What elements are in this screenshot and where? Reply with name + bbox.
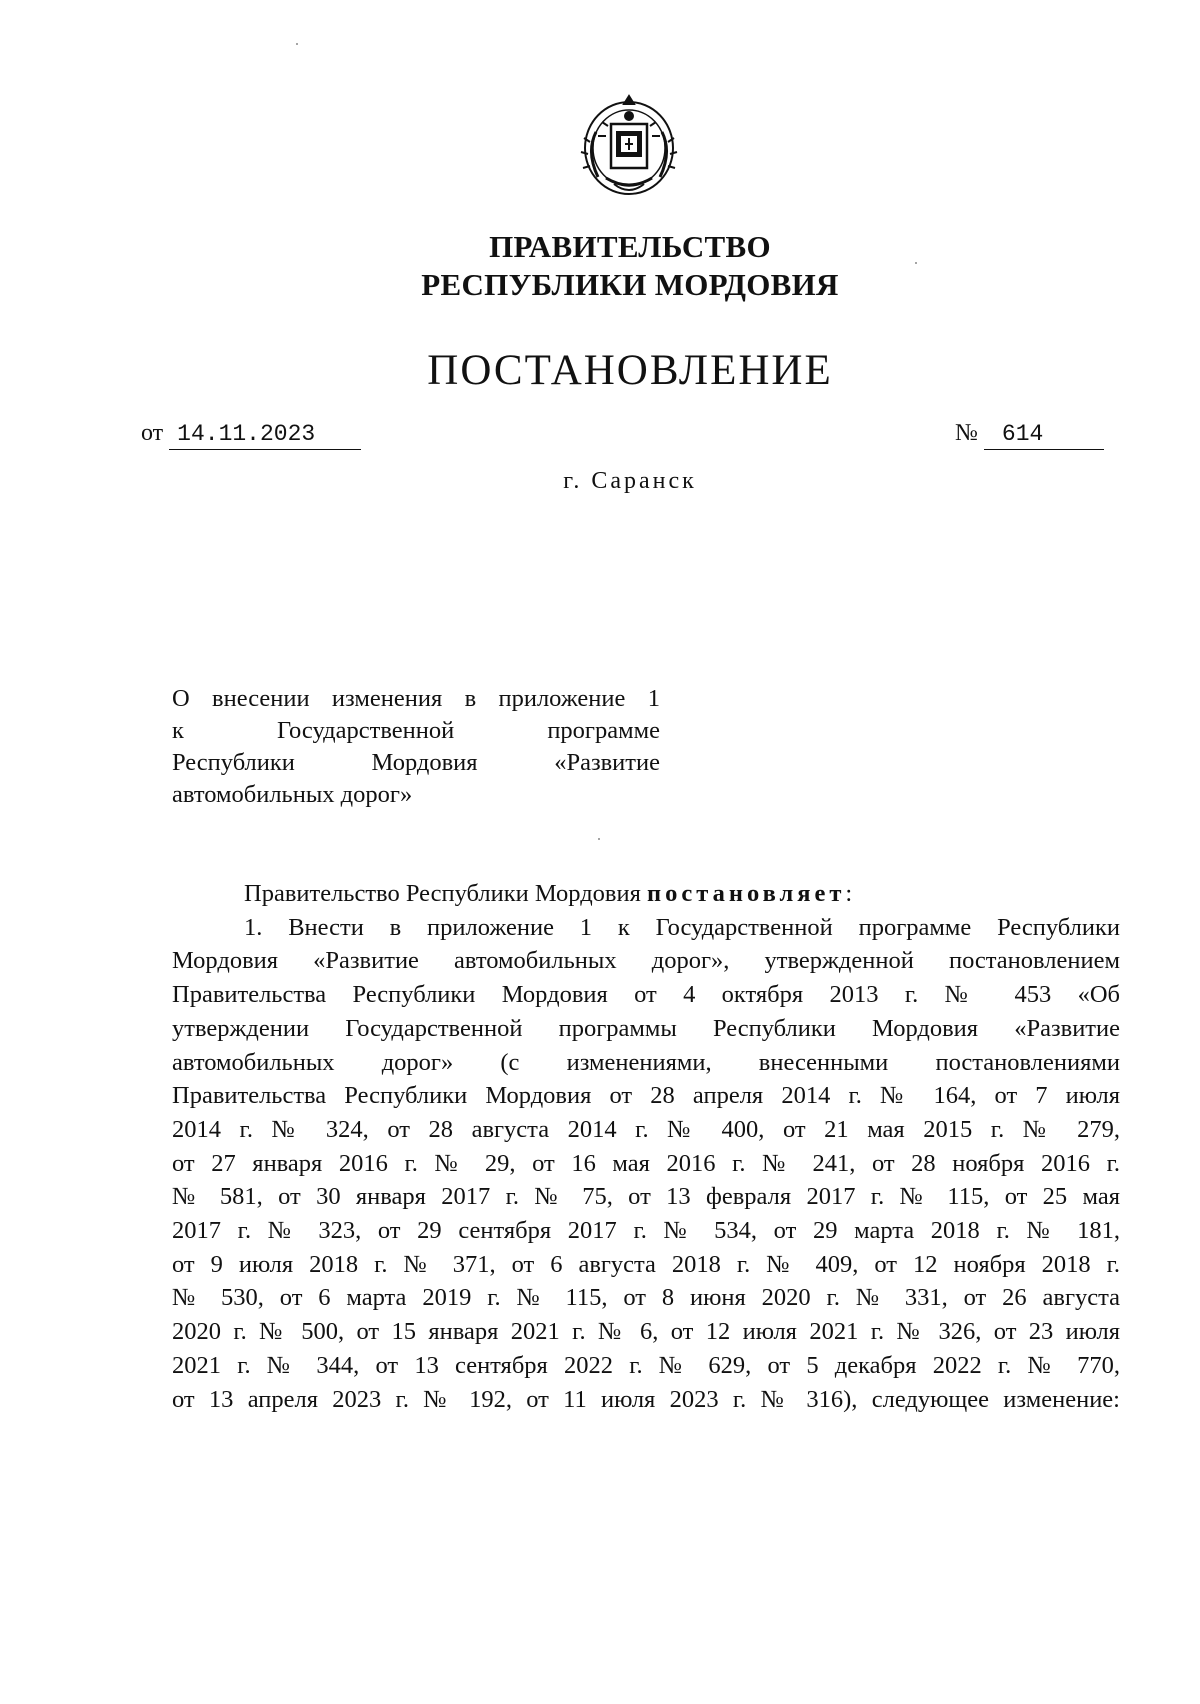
subject-line: Республики Мордовия «Развитие (172, 749, 660, 776)
scan-speck (915, 262, 917, 264)
org-line-1: ПРАВИТЕЛЬСТВО (489, 229, 771, 264)
number-prefix: № (955, 420, 978, 446)
body-line: 2014 г. № 324, от 28 августа 2014 г. № 400, от 21 мая 2015 г. № 279, (172, 1115, 1120, 1143)
scan-speck (296, 43, 298, 45)
body-line: Правительства Республики Мордовия от 28 апреля 2014 г. № 164, от 7 июля (172, 1082, 1120, 1110)
preamble-emphasis: постановляет (647, 880, 846, 907)
city: г. Саранск (563, 468, 697, 494)
document-date (141, 418, 361, 450)
body-line: Правительства Республики Мордовия от 4 октября 2013 г. № 453 «Об (172, 981, 1120, 1009)
body-line: от 13 апреля 2023 г. № 192, от 11 июля 2023 г. № 316), следующее изменение: (172, 1385, 1120, 1413)
preamble-colon: : (845, 880, 853, 907)
scan-speck (598, 838, 600, 840)
body-line: Мордовия «Развитие автомобильных дорог», утвержденной постановлением (172, 947, 1120, 975)
date-prefix: от (141, 420, 164, 446)
document-subject (172, 683, 660, 811)
preamble (172, 877, 1120, 911)
subject-line: к Государственной программе (172, 717, 660, 744)
body-line: утверждении Государственной программы Республики Мордовия «Развитие (172, 1014, 1120, 1042)
date-value: 14.11.2023 (169, 419, 361, 450)
preamble-text: Правительство Республики Мордовия (244, 880, 641, 907)
document-type: ПОСТАНОВЛЕНИЕ (427, 347, 833, 394)
organization-name (300, 228, 960, 304)
org-line-2: РЕСПУБЛИКИ МОРДОВИЯ (421, 267, 839, 302)
body-line: 1. Внести в приложение 1 к Государственной программе Республики (244, 913, 1120, 941)
coat-of-arms-icon (576, 92, 682, 202)
body-line: 2017 г. № 323, от 29 сентября 2017 г. № 534, от 29 марта 2018 г. № 181, (172, 1217, 1120, 1245)
subject-line: автомобильных дорог» (172, 781, 413, 808)
document-body (172, 877, 1120, 1416)
document-number (955, 418, 1104, 450)
number-value: 614 (984, 419, 1104, 450)
body-line: от 9 июля 2018 г. № 371, от 6 августа 2018 г. № 409, от 12 ноября 2018 г. (172, 1250, 1120, 1278)
body-line: автомобильных дорог» (с изменениями, внесенными постановлениями (172, 1048, 1120, 1076)
body-line: № 581, от 30 января 2017 г. № 75, от 13 февраля 2017 г. № 115, от 25 мая (172, 1183, 1120, 1211)
body-line: 2021 г. № 344, от 13 сентября 2022 г. № 629, от 5 декабря 2022 г. № 770, (172, 1351, 1120, 1379)
subject-line: О внесении изменения в приложение 1 (172, 685, 660, 712)
body-line: 2020 г. № 500, от 15 января 2021 г. № 6, от 12 июля 2021 г. № 326, от 23 июля (172, 1318, 1120, 1346)
body-line: от 27 января 2016 г. № 29, от 16 мая 2016 г. № 241, от 28 ноября 2016 г. (172, 1149, 1120, 1177)
body-line: № 530, от 6 марта 2019 г. № 115, от 8 июня 2020 г. № 331, от 26 августа (172, 1284, 1120, 1312)
